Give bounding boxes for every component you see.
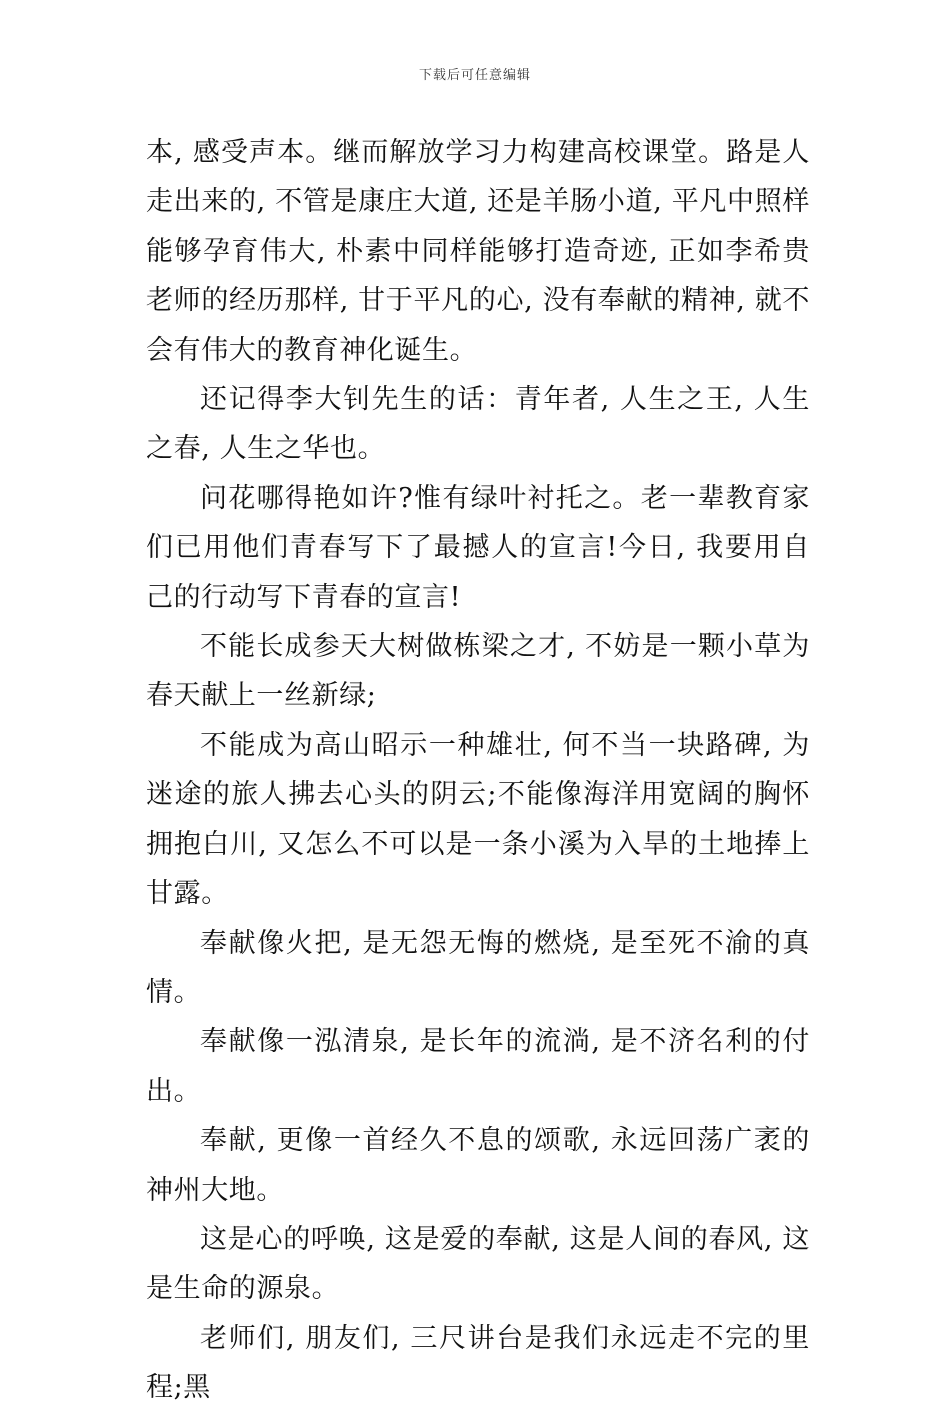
paragraph: 不能长成参天大树做栋梁之才, 不妨是一颗小草为春天献上一丝新绿; [146,631,810,712]
paragraph: 不能成为高山昭示一种雄壮, 何不当一块路碑, 为迷途的旅人拂去心头的阴云;不能像海洋用宽阔的胸怀拥抱白川, 又怎么不可以是一条小溪为入旱的土地捧上甘露。 [146,729,810,910]
paragraph: 本, 感受声本。继而解放学习力构建高校课堂。路是人走出来的, 不管是康庄大道, 还是羊肠小道, 平凡中照样能够孕育伟大, 朴素中同样能够打造奇迹, 正如李希贵老师的经历那样, 甘于平凡的心, 没有奉献的精神, 就不会有伟大的教育神化诞生。 [146,137,810,366]
paragraph: 问花哪得艳如许?惟有绿叶衬托之。老一辈教育家们已用他们青春写下了最撼人的宣言!今日, 我要用自己的行动写下青春的宣言! [146,482,810,613]
paragraph: 老师们, 朋友们, 三尺讲台是我们永远走不完的里程;黑 [146,1322,810,1404]
document-body [146,128,810,1413]
paragraph: 奉献, 更像一首经久不息的颂歌, 永远回荡广袤的神州大地。 [146,1125,810,1206]
paragraph: 奉献像火把, 是无怨无悔的燃烧, 是至死不渝的真情。 [146,927,810,1008]
page-header: 下载后可任意编辑 [418,68,531,83]
paragraph: 这是心的呼唤, 这是爱的奉献, 这是人间的春风, 这是生命的源泉。 [146,1223,810,1305]
paragraph: 奉献像一泓清泉, 是长年的流淌, 是不济名利的付出。 [146,1026,810,1107]
paragraph: 还记得李大钊先生的话：青年者, 人生之王, 人生之春, 人生之华也。 [146,384,810,465]
